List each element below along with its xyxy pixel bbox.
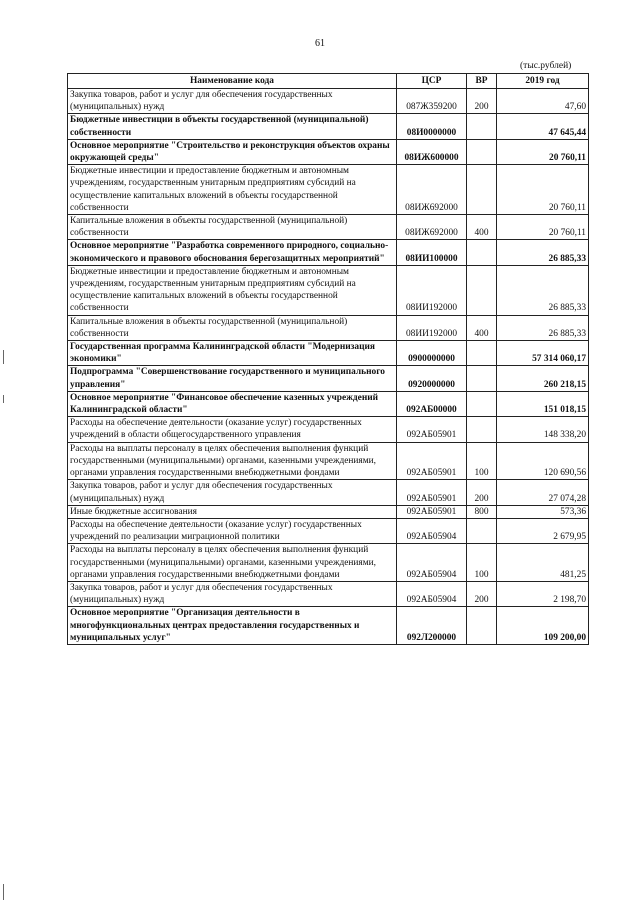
row-vr: [467, 240, 497, 265]
row-amount: 2 679,95: [497, 518, 589, 543]
margin-mark: [3, 350, 4, 364]
row-name: Бюджетные инвестиции и предоставление бюджетным и автономным учреждениям, государственным унитарным предприятиям субсидий на осуществление капитальных вложений в объекты государственной собственности: [68, 265, 397, 315]
row-name: Основное мероприятие "Финансовое обеспечение казенных учреждений Калининградской области": [68, 391, 397, 416]
row-name: Расходы на выплаты персоналу в целях обеспечения выполнения функций государственными (муниципальными) органами, казенными учреждениями, органами управления государственными внебюджетными фондами: [68, 442, 397, 480]
table-row: [68, 480, 589, 505]
page-number: 61: [315, 38, 325, 49]
row-name: Капитальные вложения в объекты государственной (муниципальной) собственности: [68, 215, 397, 240]
table-row: [68, 518, 589, 543]
table-row: [68, 215, 589, 240]
row-name: Основное мероприятие "Строительство и реконструкция объектов охраны окружающей среды": [68, 139, 397, 164]
row-csr: 08И0000000: [397, 114, 467, 139]
row-amount: 109 200,00: [497, 607, 589, 645]
row-csr: 08ИЖ692000: [397, 215, 467, 240]
row-csr: 08ИЖ692000: [397, 165, 467, 215]
table-row: [68, 265, 589, 315]
row-name: Бюджетные инвестиции в объекты государственной (муниципальной) собственности: [68, 114, 397, 139]
row-vr: [467, 417, 497, 442]
row-name: Подпрограмма "Совершенствование государственного и муниципального управления": [68, 366, 397, 391]
row-name: Бюджетные инвестиции и предоставление бюджетным и автономным учреждениям, государственным унитарным предприятиям субсидий на осуществление капитальных вложений в объекты государственной собственности: [68, 165, 397, 215]
table-row: [68, 315, 589, 340]
row-amount: 57 314 060,17: [497, 341, 589, 366]
row-name: Закупка товаров, работ и услуг для обеспечения государственных (муниципальных) нужд: [68, 89, 397, 114]
table-row: [68, 139, 589, 164]
row-csr: 092АБ05904: [397, 518, 467, 543]
row-csr: 0900000000: [397, 341, 467, 366]
row-csr: 092АБ05901: [397, 505, 467, 518]
row-vr: 100: [467, 544, 497, 582]
header-name: Наименование кода: [68, 74, 397, 89]
row-vr: [467, 391, 497, 416]
table-row: [68, 442, 589, 480]
row-amount: 47,60: [497, 89, 589, 114]
row-amount: 148 338,20: [497, 417, 589, 442]
row-amount: 26 885,33: [497, 265, 589, 315]
table-row: [68, 505, 589, 518]
row-vr: 100: [467, 442, 497, 480]
row-amount: 20 760,11: [497, 215, 589, 240]
margin-mark: [3, 395, 4, 403]
row-vr: [467, 114, 497, 139]
table-row: [68, 607, 589, 645]
table-row: [68, 89, 589, 114]
header-year: 2019 год: [497, 74, 589, 89]
header-csr: ЦСР: [397, 74, 467, 89]
row-vr: [467, 366, 497, 391]
row-name: Закупка товаров, работ и услуг для обеспечения государственных (муниципальных) нужд: [68, 581, 397, 606]
table-row: [68, 391, 589, 416]
row-name: Государственная программа Калининградской области "Модернизация экономики": [68, 341, 397, 366]
budget-table: [67, 73, 589, 645]
row-name: Основное мероприятие "Разработка современного природного, социально-экономического и правового обоснования берегозащитных мероприятий": [68, 240, 397, 265]
row-csr: 087Ж359200: [397, 89, 467, 114]
header-vr: ВР: [467, 74, 497, 89]
table-row: [68, 366, 589, 391]
table-row: [68, 417, 589, 442]
row-amount: 26 885,33: [497, 315, 589, 340]
row-amount: 27 074,28: [497, 480, 589, 505]
units-label: (тыс.рублей): [520, 61, 572, 71]
row-csr: 08ИИ192000: [397, 265, 467, 315]
row-vr: 200: [467, 581, 497, 606]
row-csr: 092АБ05901: [397, 442, 467, 480]
row-name: Капитальные вложения в объекты государственной (муниципальной) собственности: [68, 315, 397, 340]
row-vr: [467, 341, 497, 366]
row-name: Основное мероприятие "Организация деятельности в многофункциональных центрах предоставления государственных и муниципальных услуг": [68, 607, 397, 645]
row-amount: 120 690,56: [497, 442, 589, 480]
row-vr: 200: [467, 480, 497, 505]
row-name: Расходы на обеспечение деятельности (оказание услуг) государственных учреждений по реализации миграционной политики: [68, 518, 397, 543]
row-csr: 08ИИ100000: [397, 240, 467, 265]
row-vr: 800: [467, 505, 497, 518]
row-vr: [467, 139, 497, 164]
row-csr: 08ИИ192000: [397, 315, 467, 340]
row-amount: 26 885,33: [497, 240, 589, 265]
row-amount: 20 760,11: [497, 165, 589, 215]
row-name: Закупка товаров, работ и услуг для обеспечения государственных (муниципальных) нужд: [68, 480, 397, 505]
table-row: [68, 581, 589, 606]
table-row: [68, 165, 589, 215]
row-vr: 400: [467, 215, 497, 240]
row-name: Иные бюджетные ассигнования: [68, 505, 397, 518]
row-amount: 573,36: [497, 505, 589, 518]
row-csr: 08ИЖ600000: [397, 139, 467, 164]
row-vr: 400: [467, 315, 497, 340]
row-csr: 092АБ05901: [397, 480, 467, 505]
table-row: [68, 544, 589, 582]
row-vr: [467, 165, 497, 215]
margin-mark: [3, 884, 4, 900]
row-amount: 2 198,70: [497, 581, 589, 606]
row-vr: 200: [467, 89, 497, 114]
row-name: Расходы на обеспечение деятельности (оказание услуг) государственных учреждений в области общегосударственного управления: [68, 417, 397, 442]
table-row: [68, 240, 589, 265]
row-amount: 47 645,44: [497, 114, 589, 139]
table-row: [68, 341, 589, 366]
row-name: Расходы на выплаты персоналу в целях обеспечения выполнения функций государственными (муниципальными) органами, казенными учреждениями, органами управления государственными внебюджетными фондами: [68, 544, 397, 582]
table-header-row: [68, 74, 589, 89]
row-amount: 260 218,15: [497, 366, 589, 391]
row-amount: 481,25: [497, 544, 589, 582]
row-vr: [467, 518, 497, 543]
row-amount: 151 018,15: [497, 391, 589, 416]
row-csr: 0920000000: [397, 366, 467, 391]
row-vr: [467, 265, 497, 315]
row-csr: 092АБ05904: [397, 581, 467, 606]
table-row: [68, 114, 589, 139]
row-vr: [467, 607, 497, 645]
row-amount: 20 760,11: [497, 139, 589, 164]
row-csr: 092Л200000: [397, 607, 467, 645]
row-csr: 092АБ00000: [397, 391, 467, 416]
row-csr: 092АБ05904: [397, 544, 467, 582]
row-csr: 092АБ05901: [397, 417, 467, 442]
